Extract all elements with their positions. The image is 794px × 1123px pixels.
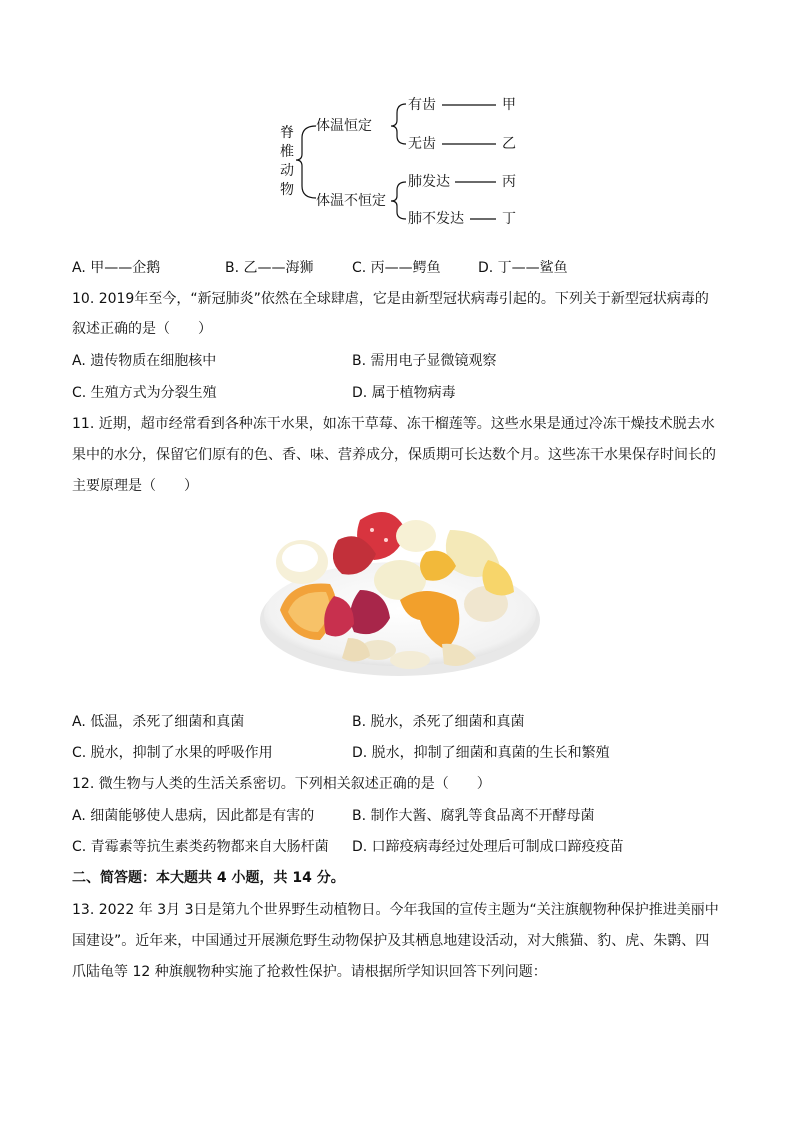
diagram-root-label: 脊 椎 动 物 — [280, 125, 294, 198]
leaf-lung-undeveloped: 肺不发达 — [408, 211, 464, 227]
q9-option-d: D. 丁——鲨鱼 — [478, 260, 568, 276]
section-two-heading: 二、简答题：本大题共 4 小题，共 14 分。 — [72, 870, 345, 886]
leaf-toothless: 无齿 — [408, 136, 436, 152]
q11-stem-line3: 主要原理是（ ） — [72, 478, 198, 494]
q10-stem-line2: 叙述正确的是（ ） — [72, 321, 212, 337]
q10-stem-line1: 10. 2019年至今，“新冠肺炎”依然在全球肆虐，它是由新型冠状病毒引起的。下列关于新型冠状病毒的 — [72, 291, 709, 307]
leaf-lung-developed: 肺发达 — [408, 174, 450, 190]
q12-option-d: D. 口蹄疫病毒经过处理后可制成口蹄疫疫苗 — [352, 839, 624, 855]
branch-variable-temp: 体温不恒定 — [316, 193, 386, 209]
q10-option-c: C. 生殖方式为分裂生殖 — [72, 385, 217, 401]
q13-stem-line3: 爪陆龟等 12 种旗舰物种实施了抢救性保护。请根据所学知识回答下列问题： — [72, 964, 547, 980]
q11-option-a: A. 低温，杀死了细菌和真菌 — [72, 714, 245, 730]
freeze-dried-fruit-image — [250, 500, 550, 690]
q12-stem-line1: 12. 微生物与人类的生活关系密切。下列相关叙述正确的是（ ） — [72, 776, 491, 792]
result-yi: 乙 — [502, 136, 516, 152]
q10-option-a: A. 遗传物质在细胞核中 — [72, 353, 217, 369]
q11-stem-line2: 果中的水分，保留它们原有的色、香、味、营养成分，保质期可长达数个月。这些冻干水果保存时间长的 — [72, 447, 716, 463]
q11-stem-line1: 11. 近期，超市经常看到各种冻干水果，如冻干草莓、冻干榴莲等。这些水果是通过冷冻干燥技术脱去水 — [72, 416, 715, 432]
q12-option-a: A. 细菌能够使人患病，因此都是有害的 — [72, 808, 315, 824]
branch-constant-temp: 体温恒定 — [316, 118, 372, 134]
q9-option-a: A. 甲——企鹅 — [72, 260, 161, 276]
q9-option-b: B. 乙——海狮 — [225, 260, 314, 276]
q12-option-c: C. 青霉素等抗生素类药物都来自大肠杆菌 — [72, 839, 329, 855]
leaf-toothed: 有齿 — [408, 97, 436, 113]
q12-option-b: B. 制作大酱、腐乳等食品离不开酵母菌 — [352, 808, 595, 824]
q10-option-d: D. 属于植物病毒 — [352, 385, 456, 401]
q11-option-d: D. 脱水，抑制了细菌和真菌的生长和繁殖 — [352, 745, 610, 761]
result-bing: 丙 — [502, 174, 516, 190]
result-ding: 丁 — [502, 211, 516, 227]
q9-option-c: C. 丙——鳄鱼 — [352, 260, 441, 276]
q11-option-b: B. 脱水，杀死了细菌和真菌 — [352, 714, 525, 730]
q13-stem-line2: 国建设”。近年来，中国通过开展濒危野生动物保护及其栖息地建设活动，对大熊猫、豹、虎、朱鹮、四 — [72, 933, 710, 949]
diagram-braces — [0, 0, 794, 240]
result-jia: 甲 — [502, 97, 516, 113]
q10-option-b: B. 需用电子显微镜观察 — [352, 353, 497, 369]
q13-stem-line1: 13. 2022 年 3月 3日是第九个世界野生动植物日。今年我国的宣传主题为“关注旗舰物种保护推进美丽中 — [72, 902, 719, 918]
q11-option-c: C. 脱水，抑制了水果的呼吸作用 — [72, 745, 273, 761]
